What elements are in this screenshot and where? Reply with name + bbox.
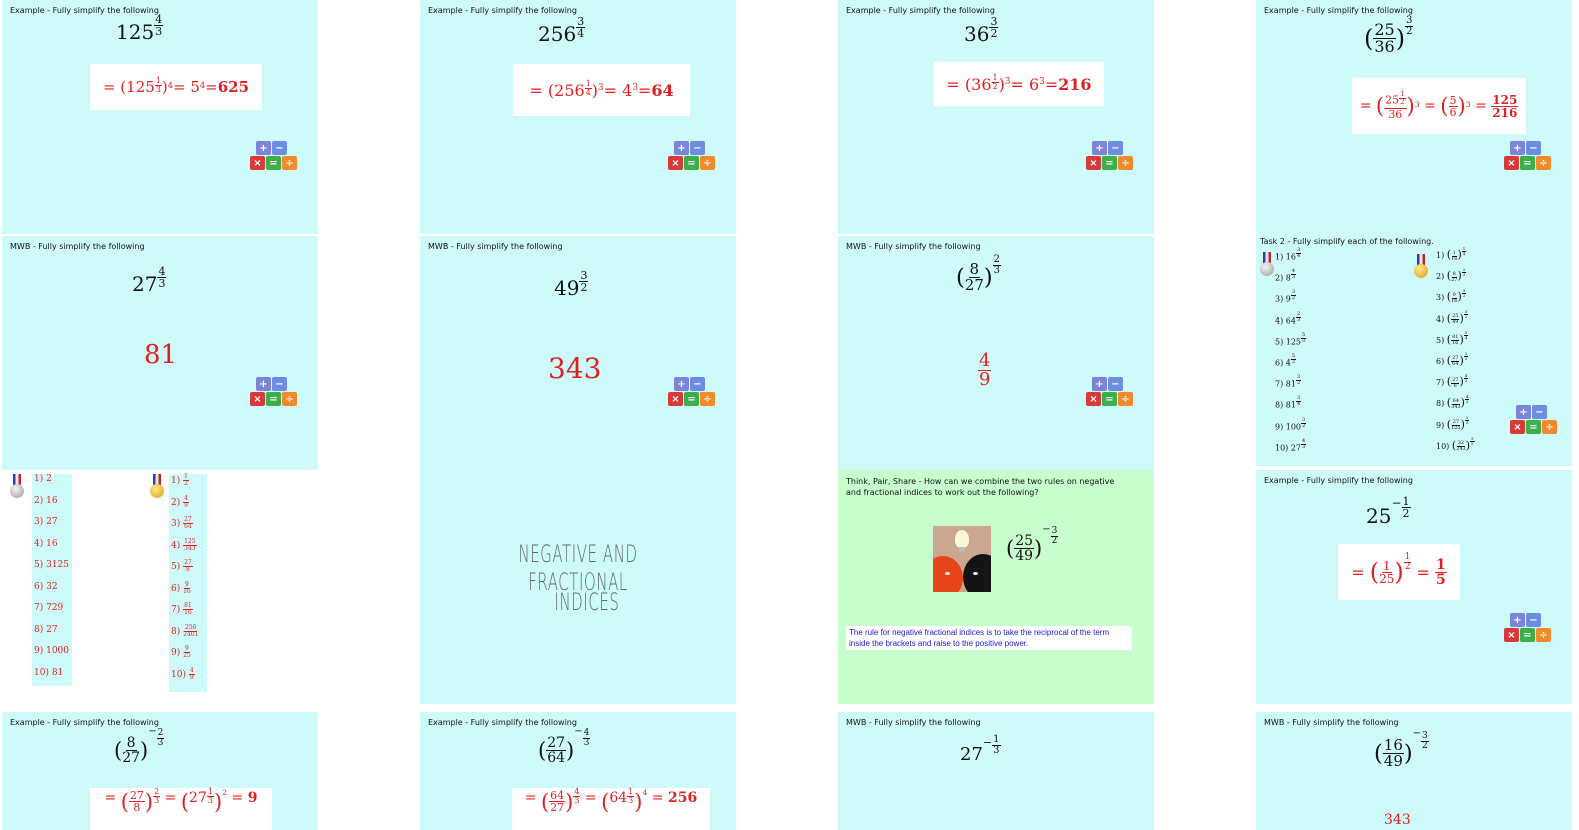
slide-title: MWB - Fully simplify the following <box>846 718 981 727</box>
slide-title: Example - Fully simplify the following <box>846 6 995 15</box>
title-line-1: NEGATIVE AND FRACTIONAL <box>518 540 638 596</box>
slide-title: Example - Fully simplify the following <box>10 6 159 15</box>
list-item: 4) ( $\frac{25}{49}$ ) $\frac{3}{2}$ <box>1436 309 1468 326</box>
list-item: 1) ( $\frac{1}{16}$ ) $\frac{1}{4}$ <box>1436 245 1466 262</box>
list-item: 7) 81 $\frac{3}{2}$ <box>1275 374 1301 389</box>
question-expression: ( $\frac{8}{27}$ )− $\frac{2}{3}$ <box>114 726 164 766</box>
silver-medal-icon <box>10 474 24 500</box>
slide-title: MWB - Fully simplify the following <box>846 242 981 251</box>
list-item: 6) ( $\frac{27}{64}$ ) $\frac{2}{3}$ <box>1436 351 1468 368</box>
list-item: 4) $\frac{125}{343}$ <box>171 537 196 552</box>
slide-example-27-64-neg[interactable] <box>420 712 736 830</box>
answer-fraction: $\frac{4}{9}$ <box>979 350 991 390</box>
answer-box: = (36 $\frac{1}{2}$ ) 3 = 6 3 = 216 <box>934 62 1104 106</box>
list-item: 9) 1000 <box>34 646 70 656</box>
answer-box: = ( $\frac{1}{25}$ ) $\frac{1}{2}$ = $\frac{1}{5}$ <box>1338 544 1460 600</box>
silver-medal-icon <box>1260 252 1274 278</box>
list-item: 2) 16 <box>34 495 58 506</box>
question-expression: ( $\frac{25}{36}$ ) $\frac{3}{2}$ <box>1364 15 1413 56</box>
slide-title: Example - Fully simplify the following <box>10 718 159 727</box>
answer-box: = ( $\frac{64}{27}$ ) $\frac{4}{3}$ = ( 64 $\frac{1}{3}$ ) 4 = 256 <box>512 788 710 830</box>
slide-title: MWB - Fully simplify the following <box>428 242 563 251</box>
question-expression: ( $\frac{16}{49}$ )− $\frac{3}{2}$ <box>1374 728 1428 770</box>
slide-title-card[interactable] <box>420 470 736 704</box>
list-item: 10) $\frac{4}{9}$ <box>171 666 194 681</box>
gold-medal-icon <box>150 474 164 500</box>
slide-example-25-36[interactable] <box>1256 0 1572 234</box>
question-expression: ( $\frac{8}{27}$ ) $\frac{2}{3}$ <box>956 254 1001 294</box>
slide-example-36[interactable] <box>838 0 1154 234</box>
task-list-right <box>1436 245 1475 460</box>
list-item: 10) ( $\frac{32}{243}$ ) $\frac{3}{5}$ <box>1436 436 1474 453</box>
list-item: 6) 32 <box>34 581 58 592</box>
slide-mwb-27[interactable] <box>2 236 318 470</box>
answer-value: 343 <box>1384 812 1411 828</box>
question-expression: ( $\frac{27}{64}$ )− $\frac{4}{3}$ <box>538 726 590 766</box>
list-item: 9) 100 $\frac{3}{2}$ <box>1275 416 1306 431</box>
gold-medal-icon <box>1414 254 1428 280</box>
list-item: 10) 81 <box>34 667 64 678</box>
slide-answers[interactable] <box>2 470 318 704</box>
title-line-2: INDICES <box>554 588 620 616</box>
answer-list-right <box>169 474 207 692</box>
maths-blocks-icon: + − × = ÷ <box>1084 140 1140 172</box>
list-item: 3) 27 <box>34 517 58 527</box>
slide-mwb-49[interactable] <box>420 236 736 470</box>
list-item: 2) $\frac{4}{9}$ <box>171 494 188 509</box>
answer-box: = ( 25 $\frac{1}{2}$ 36 ) 3 = ( $\frac{5}{6}$ ) 3 = $\frac{125}{216}$ <box>1352 78 1526 134</box>
slide-title: Example - Fully simplify the following <box>1264 6 1413 15</box>
lightbulb-heads-icon <box>933 526 991 592</box>
list-item: 9) ( $\frac{27}{125}$ ) $\frac{2}{3}$ <box>1436 415 1469 431</box>
slide-title: Example - Fully simplify the following <box>428 718 577 727</box>
list-item: 3) 9 $\frac{3}{2}$ <box>1275 289 1296 304</box>
slide-task-2[interactable] <box>1256 232 1572 466</box>
list-item: 7) ( $\frac{27}{8}$ ) $\frac{4}{3}$ <box>1436 372 1468 389</box>
question-expression: 256 $\frac{3}{4}$ <box>538 15 585 46</box>
question-expression: 27− $\frac{1}{3}$ <box>960 733 1000 765</box>
answer-box: = (125 $\frac{1}{3}$ ) 4 = 5 4 = 625 <box>90 64 262 110</box>
question-expression: 36 $\frac{3}{2}$ <box>964 15 998 46</box>
slide-title: Example - Fully simplify the following <box>1264 476 1413 485</box>
answer-box: = ( $\frac{27}{8}$ ) $\frac{2}{3}$ = ( 27 $\frac{1}{3}$ ) 2 = 9 <box>90 788 272 830</box>
list-item: 9) $\frac{9}{25}$ <box>171 645 191 659</box>
maths-blocks-icon: + − × = ÷ <box>666 376 722 408</box>
list-item: 3) $\frac{27}{64}$ <box>171 516 192 530</box>
slide-example-25-neg[interactable] <box>1256 470 1572 704</box>
list-item: 1) 16 $\frac{3}{4}$ <box>1275 247 1301 262</box>
maths-blocks-icon: + − × = ÷ <box>248 376 304 408</box>
slide-mwb-16-49-neg[interactable] <box>1256 712 1572 830</box>
list-item: 1) 2 <box>34 474 52 484</box>
list-item: 5) 3125 <box>34 560 70 570</box>
maths-blocks-icon: + − × = ÷ <box>666 140 722 172</box>
list-item: 5) $\frac{27}{8}$ <box>171 559 192 573</box>
list-item: 7) 729 <box>34 603 64 613</box>
maths-blocks-icon: + − × = ÷ <box>1508 404 1564 436</box>
slide-title: MWB - Fully simplify the following <box>10 242 145 251</box>
list-item: 5) ( $\frac{81}{16}$ ) $\frac{3}{4}$ <box>1436 330 1468 347</box>
answer-value: 81 <box>144 340 178 370</box>
question-expression: 49 $\frac{3}{2}$ <box>554 269 588 300</box>
list-item: 3) ( $\frac{9}{16}$ ) $\frac{3}{2}$ <box>1436 287 1466 304</box>
slide-example-8-27-neg[interactable] <box>2 712 318 830</box>
answer-box: = (256 $\frac{1}{4}$ ) 3 = 4 3 = 64 <box>513 64 690 116</box>
list-item: 8) ( $\frac{64}{343}$ ) $\frac{4}{3}$ <box>1436 393 1469 410</box>
list-item: 8) $\frac{256}{2401}$ <box>171 623 199 638</box>
list-item: 2) ( $\frac{8}{27}$ ) $\frac{2}{3}$ <box>1436 266 1466 283</box>
list-item: 6) 4 $\frac{5}{2}$ <box>1275 352 1296 368</box>
list-item: 7) $\frac{81}{16}$ <box>171 602 192 616</box>
slide-mwb-8-27[interactable] <box>838 236 1154 470</box>
slide-example-256[interactable] <box>420 0 736 234</box>
question-expression: 27 $\frac{4}{3}$ <box>132 265 166 296</box>
slide-title: Example - Fully simplify the following <box>428 6 577 15</box>
question-expression: ( $\frac{25}{49}$ )− $\frac{3}{2}$ <box>1006 524 1058 564</box>
task-list-left <box>1275 247 1306 464</box>
list-item: 5) 125 $\frac{5}{3}$ <box>1275 331 1306 347</box>
answer-list-left <box>32 474 72 686</box>
list-item: 8) 27 <box>34 624 58 635</box>
rule-note: The rule for negative fractional indices is to take the reciprocal of the term inside the brackets and raise to the positive power. <box>846 626 1132 650</box>
slide-title: Think, Pair, Share - How can we combine the two rules on negative and fractional indices to work out the following? <box>846 477 1115 497</box>
list-item: 4) 16 <box>34 538 58 549</box>
question-expression: 125 $\frac{4}{3}$ <box>116 13 163 44</box>
slide-example-125[interactable] <box>2 0 318 234</box>
maths-blocks-icon: + − × = ÷ <box>248 140 304 172</box>
slide-title: MWB - Fully simplify the following <box>1264 718 1399 727</box>
list-item: 6) $\frac{9}{16}$ <box>171 580 191 595</box>
list-item: 2) 8 $\frac{4}{3}$ <box>1275 268 1296 283</box>
question-expression: 25− $\frac{1}{2}$ <box>1366 495 1410 528</box>
slide-title: Task 2 - Fully simplify each of the following. <box>1260 237 1434 246</box>
answer-value: 343 <box>548 352 602 385</box>
list-item: 8) 81 $\frac{3}{4}$ <box>1275 395 1301 410</box>
list-item: 10) 27 $\frac{4}{3}$ <box>1275 437 1306 453</box>
list-item: 1) $\frac{1}{2}$ <box>171 473 188 487</box>
maths-blocks-icon: + − × = ÷ <box>1502 140 1558 172</box>
maths-blocks-icon: + − × = ÷ <box>1502 612 1558 644</box>
slide-think-pair-share[interactable] <box>838 470 1154 704</box>
slide-mwb-27-neg[interactable] <box>838 712 1154 830</box>
list-item: 4) 64 $\frac{2}{3}$ <box>1275 310 1301 326</box>
maths-blocks-icon: + − × = ÷ <box>1084 376 1140 408</box>
